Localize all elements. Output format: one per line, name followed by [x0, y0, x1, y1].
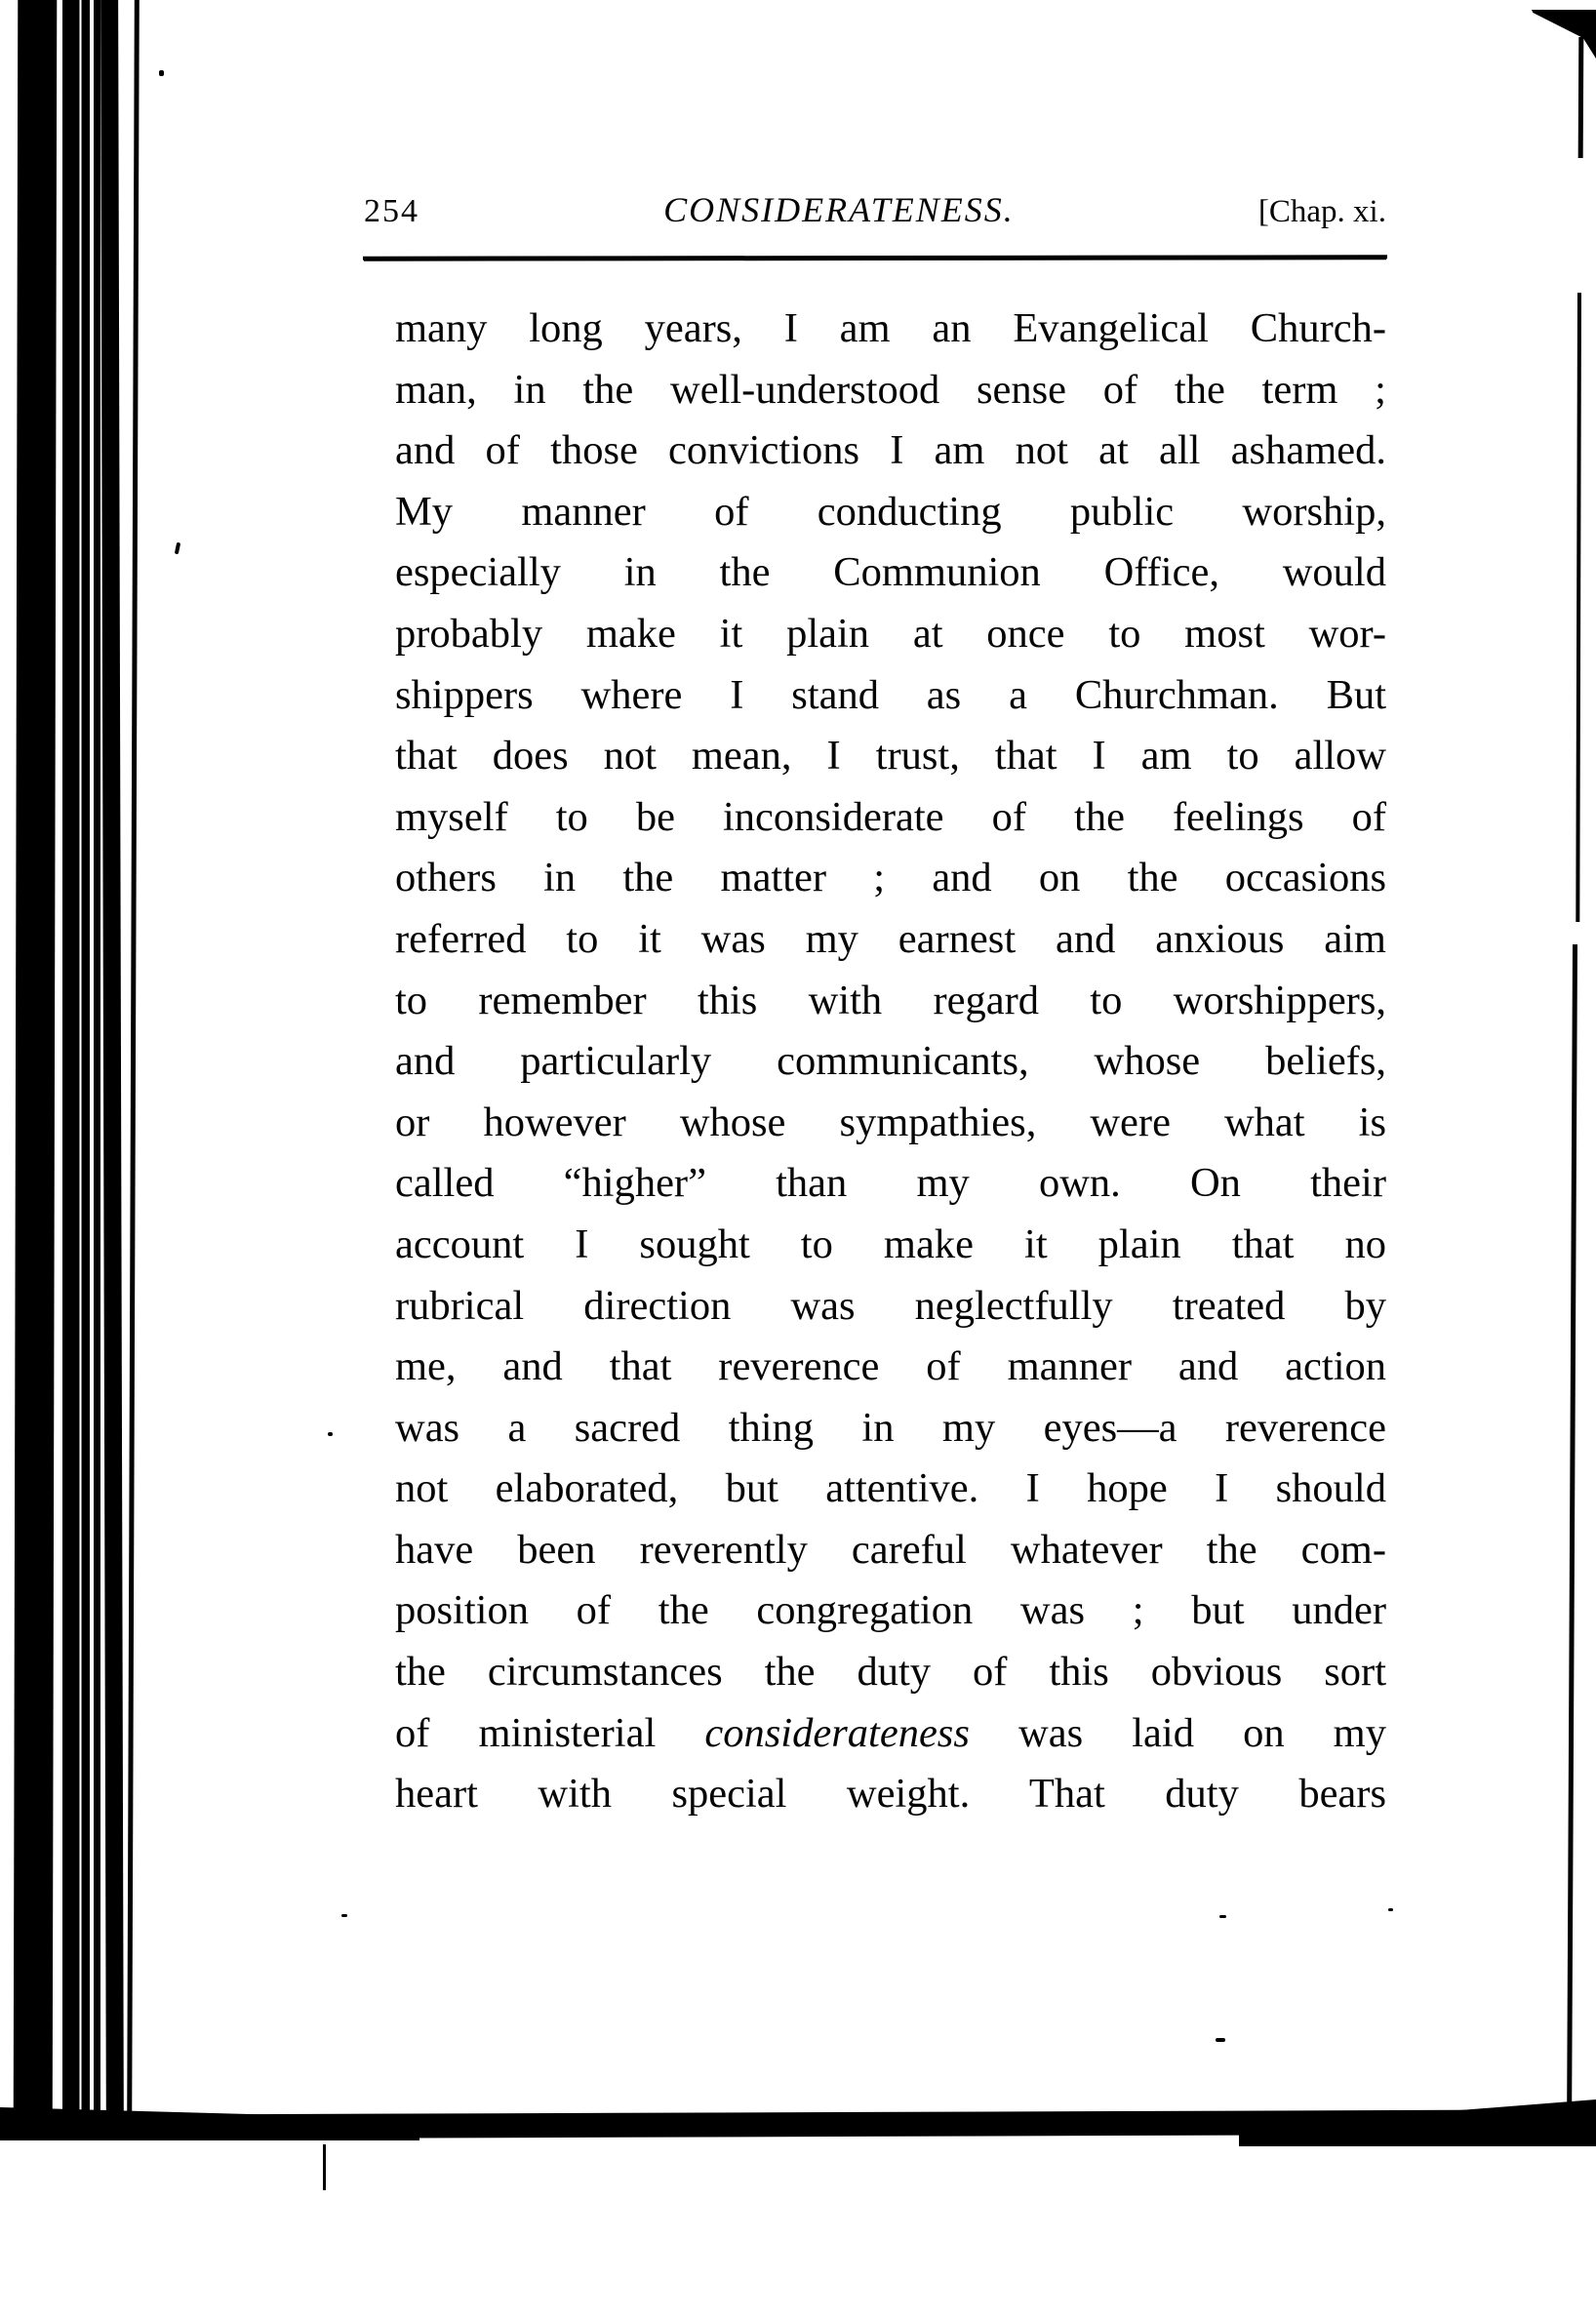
scan-speck [159, 70, 164, 76]
text-line: have been reverently careful whatever the com- [395, 1526, 1386, 1573]
text-line: shippers where I stand as a Churchman. But [395, 671, 1386, 718]
text-line: was a sacred thing in my eyes—a reverence [395, 1404, 1386, 1451]
text-line: rubrical direction was neglectfully treated by [395, 1282, 1386, 1329]
gutter-bar [127, 0, 140, 2125]
text-segment: of ministerial [395, 1709, 705, 1756]
text-line: and particularly communicants, whose beliefs, [395, 1038, 1386, 1085]
scan-speck [341, 1914, 347, 1917]
body-text [395, 299, 1386, 1825]
text-line: others in the matter ; and on the occasions [395, 855, 1386, 901]
scan-speck [328, 1432, 333, 1436]
scan-speck [1388, 1908, 1393, 1911]
gutter-bar [100, 0, 124, 2127]
text-line: especially in the Communion Office, would [395, 549, 1386, 596]
scan-corner-artifact [1532, 10, 1596, 59]
text-segment: was laid on my [969, 1709, 1386, 1756]
scan-edge-line [1567, 944, 1577, 2137]
gutter-bar [62, 0, 90, 2127]
page-title: CONSIDERATENESS. [663, 190, 1015, 229]
text-line: called “higher” than my own. On their [395, 1160, 1386, 1207]
chapter-label: [Chap. xi. [1257, 194, 1386, 229]
text-line: probably make it plain at once to most wor- [395, 610, 1386, 657]
scan-speck [1219, 1915, 1226, 1918]
text-line: man, in the well-understood sense of the term ; [395, 366, 1386, 413]
text-line: account I sought to make it plain that no [395, 1220, 1386, 1267]
text-line: and of those convictions I am not at all ashamed. [395, 427, 1386, 474]
running-head [364, 189, 1386, 238]
scan-speck [1216, 2038, 1225, 2042]
gutter-bar [14, 0, 58, 2127]
text-line: that does not mean, I trust, that I am to allow [395, 733, 1386, 780]
scan-corner-tail [1578, 37, 1584, 158]
text-line: to remember this with regard to worshippers, [395, 977, 1386, 1023]
text-line: referred to it was my earnest and anxious aim [395, 915, 1386, 962]
text-line: the circumstances the duty of this obvious sort [395, 1649, 1386, 1696]
scan-tick-mark [323, 2144, 326, 2190]
page-number: 254 [364, 193, 419, 229]
text-line: position of the congregation was ; but under [395, 1587, 1386, 1634]
italic-word: considerateness [704, 1709, 970, 1756]
scan-edge-line [1576, 293, 1581, 922]
gutter-bar [94, 0, 100, 2127]
header-rule [363, 255, 1387, 260]
text-line: myself to be inconsiderate of the feelings of [395, 793, 1386, 840]
text-line: My manner of conducting public worship, [395, 488, 1386, 535]
text-line: many long years, I am an Evangelical Church- [395, 305, 1386, 351]
text-line: heart with special weight. That duty bears [395, 1771, 1386, 1818]
text-line: me, and that reverence of manner and action [395, 1343, 1386, 1390]
text-line: not elaborated, but attentive. I hope I should [395, 1465, 1386, 1512]
text-line-with-italic [395, 1703, 1386, 1765]
text-line: or however whose sympathies, were what is [395, 1099, 1386, 1145]
scan-speck [175, 542, 180, 555]
